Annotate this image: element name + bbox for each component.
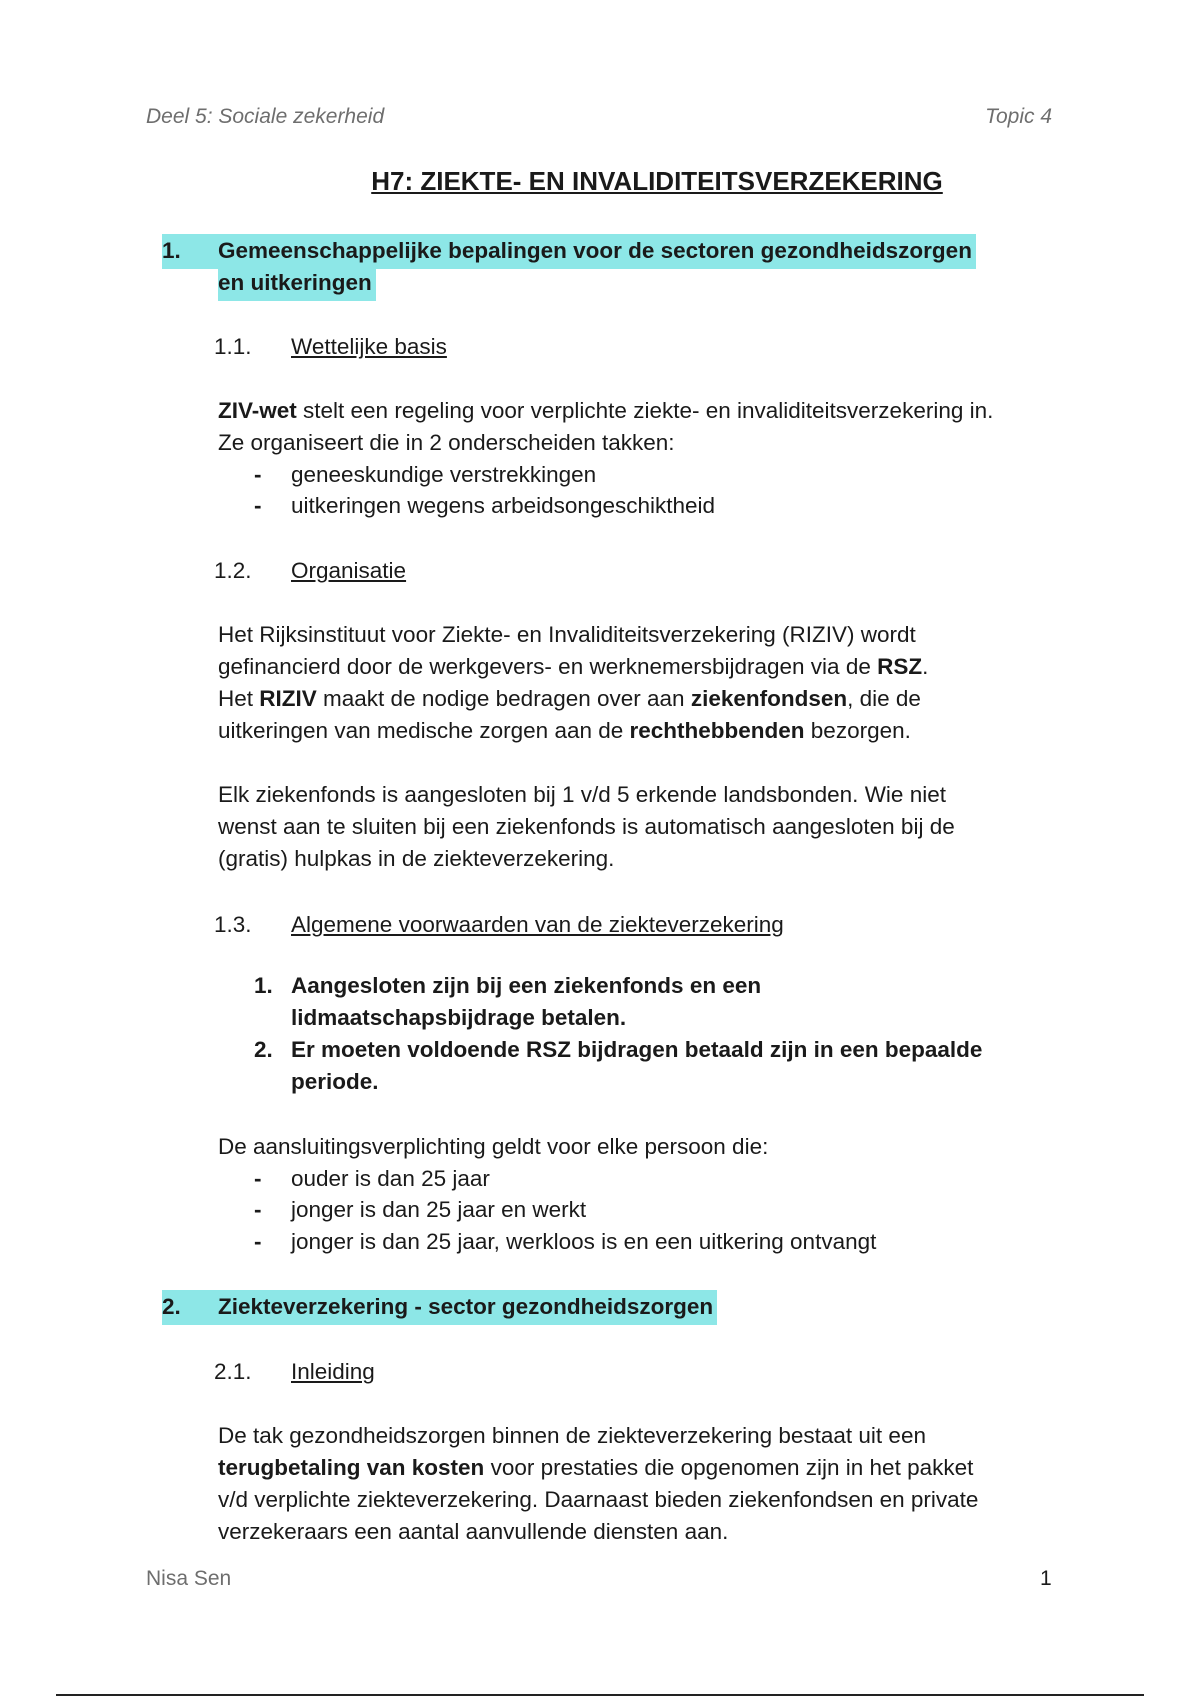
section-1-number: 1. <box>162 234 221 269</box>
numbered-list-item <box>0 970 1200 1034</box>
subsection-1-3-number: 1.3. <box>214 912 252 937</box>
bullet-dash: - <box>254 1229 262 1254</box>
section-2-title: Ziekteverzekering - sector gezondheidszorgen <box>218 1290 717 1325</box>
section-1-title-line1: Gemeenschappelijke bepalingen voor de sectoren gezondheidszorgen <box>218 234 976 269</box>
p-text: verzekeraars een aantal aanvullende diensten aan. <box>218 1519 729 1544</box>
list-item-text: Aangesloten zijn bij een ziekenfonds en een <box>291 973 762 998</box>
list-item-text: uitkeringen wegens arbeidsongeschiktheid <box>291 493 716 518</box>
subsection-2-1-number: 2.1. <box>214 1359 252 1384</box>
p-text: . <box>922 654 929 679</box>
subsection-2-1-title: Inleiding <box>291 1359 375 1384</box>
section-1-heading <box>0 234 1200 298</box>
list-number: 2. <box>254 1037 273 1062</box>
list-item <box>0 459 1200 491</box>
footer-author: Nisa Sen <box>146 1567 232 1590</box>
subsection-1-2-title: Organisatie <box>291 558 407 583</box>
bullet-dash: - <box>254 493 262 518</box>
header-section-label: Deel 5: Sociale zekerheid <box>146 105 385 128</box>
page-title <box>0 166 1200 197</box>
numbered-list-item <box>0 1034 1200 1098</box>
header-topic-label: Topic 4 <box>985 105 1052 128</box>
section-2-heading <box>0 1290 1200 1322</box>
subsection-1-3-heading <box>0 909 1200 941</box>
p-text: Het Rijksinstituut voor Ziekte- en Invaliditeitsverzekering (RIZIV) wordt <box>218 622 916 647</box>
list-item-text: geneeskundige verstrekkingen <box>291 462 597 487</box>
section-1-title-line2: en uitkeringen <box>218 266 376 301</box>
subsection-1-2-number: 1.2. <box>214 558 252 583</box>
list-number: 1. <box>254 973 273 998</box>
rsz-term: RSZ <box>877 654 923 679</box>
rechthebbenden-term: rechthebbenden <box>629 718 805 743</box>
list-item-text: periode. <box>291 1069 379 1094</box>
p-text: voor prestaties die opgenomen zijn in het pakket <box>484 1455 974 1480</box>
bullet-dash: - <box>254 462 262 487</box>
list-item-text: jonger is dan 25 jaar en werkt <box>291 1197 587 1222</box>
subsection-1-1-number: 1.1. <box>214 334 252 359</box>
subsection-1-3-title: Algemene voorwaarden van de ziekteverzekering <box>291 912 784 937</box>
subsection-2-1-heading <box>0 1356 1200 1388</box>
bullet-dash: - <box>254 1166 262 1191</box>
p-text: wenst aan te sluiten bij een ziekenfonds is automatisch aangesloten bij de <box>218 814 955 839</box>
p-text: Elk ziekenfonds is aangesloten bij 1 v/d 5 erkende landsbonden. Wie niet <box>218 782 946 807</box>
list-item <box>0 1194 1200 1226</box>
ziekenfondsen-term: ziekenfondsen <box>690 686 848 711</box>
subsection-1-2-heading <box>0 555 1200 587</box>
list-item-text: lidmaatschapsbijdrage betalen. <box>291 1005 627 1030</box>
subsection-1-3-paragraph <box>218 1131 1078 1163</box>
p-text: maakt de nodige bedragen over aan <box>316 686 691 711</box>
subsection-1-1-heading <box>0 331 1200 363</box>
p-text: uitkeringen van medische zorgen aan de <box>218 718 630 743</box>
list-item-text: Er moeten voldoende RSZ bijdragen betaald zijn in een bepaalde <box>291 1037 983 1062</box>
p-text: Ze organiseert die in 2 onderscheiden takken: <box>218 430 675 455</box>
subsection-1-1-title: Wettelijke basis <box>291 334 447 359</box>
subsection-1-1-paragraph <box>218 395 1078 459</box>
subsection-1-2-paragraph-1 <box>218 619 1078 747</box>
terugbetaling-term: terugbetaling van kosten <box>218 1455 485 1480</box>
list-item <box>0 1226 1200 1258</box>
subsection-2-1-paragraph <box>218 1420 1078 1548</box>
p-text: , die de <box>847 686 921 711</box>
page-number: 1 <box>1040 1567 1052 1590</box>
p-text: bezorgen. <box>804 718 911 743</box>
section-2-number: 2. <box>162 1290 221 1325</box>
p-text: De tak gezondheidszorgen binnen de ziekteverzekering bestaat uit een <box>218 1423 926 1448</box>
page-divider <box>56 1694 1144 1696</box>
subsection-1-2-paragraph-2 <box>218 779 1078 875</box>
page-title-text: H7: ZIEKTE- EN INVALIDITEITSVERZEKERING <box>371 166 943 196</box>
p-text: (gratis) hulpkas in de ziekteverzekering. <box>218 846 615 871</box>
list-item-text: jonger is dan 25 jaar, werkloos is en een uitkering ontvangt <box>291 1229 877 1254</box>
p-text: De aansluitingsverplichting geldt voor elke persoon die: <box>218 1134 769 1159</box>
riziv-term: RIZIV <box>259 686 317 711</box>
p-text: gefinancierd door de werkgevers- en werknemersbijdragen via de <box>218 654 878 679</box>
list-item <box>0 1163 1200 1195</box>
p-text: Het <box>218 686 260 711</box>
list-item <box>0 490 1200 522</box>
ziv-wet-term: ZIV-wet <box>218 398 297 423</box>
bullet-dash: - <box>254 1197 262 1222</box>
p-text: stelt een regeling voor verplichte ziekte- en invaliditeitsverzekering in. <box>296 398 994 423</box>
p-text: v/d verplichte ziekteverzekering. Daarnaast bieden ziekenfondsen en private <box>218 1487 979 1512</box>
list-item-text: ouder is dan 25 jaar <box>291 1166 490 1191</box>
